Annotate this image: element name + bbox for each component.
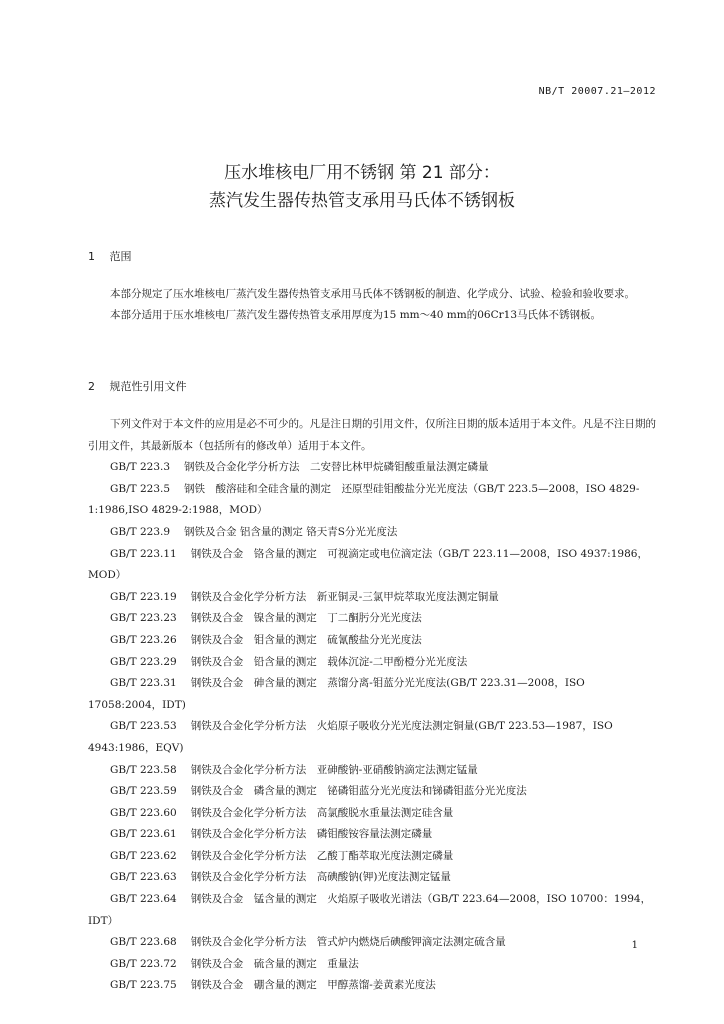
reference-code: GB/T 223.31: [110, 677, 177, 690]
reference-item: [88, 652, 660, 674]
reference-title: 钢铁及合金 锰含量的测定 火焰原子吸收光谱法（GB/T 223.64—2008，ISO 10700：1994，IDT）: [88, 893, 652, 927]
references-list: [88, 414, 660, 997]
reference-item: [88, 673, 660, 716]
reference-code: GB/T 223.5: [110, 482, 171, 495]
reference-item: [88, 889, 660, 932]
reference-title: 钢铁及合金 铅含量的测定 载体沉淀-二甲酚橙分光光度法: [190, 655, 468, 668]
paragraph: 下列文件对于本文件的应用是必不可少的。凡是注日期的引用文件，仅所注日期的版本适用于本文件。凡是不注日期的引用文件，其最新版本（包括所有的修改单）适用于本文件。: [88, 418, 656, 452]
section-1-heading: [88, 248, 132, 264]
section-title: 范围: [109, 250, 132, 263]
section-number: 1: [88, 250, 95, 263]
document-title-line1: 压水堆核电厂用不锈钢 第 21 部分：: [224, 163, 500, 183]
reference-code: GB/T 223.29: [110, 655, 177, 668]
section-title: 规范性引用文件: [109, 380, 187, 393]
reference-code: GB/T 223.60: [110, 806, 177, 819]
section-number: 2: [88, 380, 95, 393]
reference-title: 钢铁及合金化学分析方法 火焰原子吸收分光光度法测定铜量(GB/T 223.53—1987，ISO 4943:1986，EQV): [88, 720, 613, 754]
reference-item: [88, 630, 660, 652]
reference-code: GB/T 223.63: [110, 871, 177, 884]
reference-code: GB/T 223.9: [110, 525, 171, 538]
reference-title: 钢铁及合金化学分析方法 高碘酸钠(钾)光度法测定锰量: [190, 871, 451, 884]
reference-item: [88, 781, 660, 803]
page-number: 1: [631, 940, 638, 951]
reference-title: 钢铁及合金 硫含量的测定 重量法: [190, 957, 359, 970]
reference-code: GB/T 223.3: [110, 461, 171, 474]
reference-title: 钢铁及合金化学分析方法 亚砷酸钠-亚硝酸钠滴定法测定锰量: [190, 763, 478, 776]
reference-item: [88, 803, 660, 825]
reference-title: 钢铁及合金 铬含量的测定 可视滴定或电位滴定法（GB/T 223.11—2008，ISO 4937:1986，MOD）: [88, 547, 648, 582]
reference-title: 钢铁及合金 钼含量的测定 硫氰酸盐分光光度法: [190, 633, 422, 646]
reference-item: [88, 457, 660, 479]
paragraph: 本部分适用于压水堆核电厂蒸汽发生器传热管支承用厚度为15 mm～40 mm的06Cr13马氏体不锈钢板。: [110, 309, 601, 321]
reference-title: 钢铁及合金 磷含量的测定 铋磷钼蓝分光光度法和锑磷钼蓝分光光度法: [190, 785, 527, 798]
paragraph: 本部分规定了压水堆核电厂蒸汽发生器传热管支承用马氏体不锈钢板的制造、化学成分、试验、检验和验收要求。: [110, 288, 635, 300]
reference-item: [88, 975, 660, 997]
reference-code: GB/T 223.23: [110, 612, 177, 625]
reference-entries: [88, 457, 660, 997]
reference-title: 钢铁及合金化学分析方法 高氯酸脱水重量法测定硅含量: [190, 806, 454, 819]
reference-code: GB/T 223.53: [110, 720, 177, 733]
reference-item: [88, 587, 660, 609]
reference-item: [88, 760, 660, 782]
reference-code: GB/T 223.58: [110, 763, 177, 776]
reference-title: 钢铁及合金化学分析方法 磷钼酸铵容量法测定磷量: [190, 828, 433, 841]
reference-title: 钢铁及合金 砷含量的测定 蒸馏分离-钼蓝分光光度法(GB/T 223.31—2008，ISO 17058:2004，IDT): [88, 677, 585, 711]
reference-item: [88, 522, 660, 544]
reference-item: [88, 479, 660, 522]
reference-code: GB/T 223.75: [110, 979, 177, 992]
reference-title: 钢铁及合金化学分析方法 新亚铜灵-三氯甲烷萃取光度法测定铜量: [190, 590, 499, 603]
reference-title: 钢铁及合金 铝含量的测定 铬天青S分光光度法: [184, 525, 398, 538]
reference-item: [88, 824, 660, 846]
reference-item: [88, 932, 660, 954]
reference-item: [88, 544, 660, 587]
reference-code: GB/T 223.19: [110, 590, 177, 603]
reference-code: GB/T 223.62: [110, 849, 177, 862]
reference-item: [88, 608, 660, 630]
reference-code: GB/T 223.11: [110, 547, 177, 560]
standard-code: NB/T 20007.21—2012: [538, 86, 656, 97]
reference-item: [88, 846, 660, 868]
reference-code: GB/T 223.59: [110, 785, 177, 798]
reference-item: [88, 954, 660, 976]
reference-code: GB/T 223.68: [110, 936, 177, 949]
section-1-body: [88, 284, 660, 326]
reference-title: 钢铁 酸溶硅和全硅含量的测定 还原型硅钼酸盐分光光度法（GB/T 223.5—2008，ISO 4829-1:1986,ISO 4829-2:1988，MOD）: [88, 482, 640, 517]
reference-title: 钢铁及合金化学分析方法 二安替比林甲烷磷钼酸重量法测定磷量: [184, 461, 489, 474]
reference-code: GB/T 223.64: [110, 893, 177, 906]
reference-title: 钢铁及合金 镍含量的测定 丁二酮肟分光光度法: [190, 612, 422, 625]
reference-item: [88, 867, 660, 889]
section-2-heading: [88, 378, 187, 394]
reference-code: GB/T 223.61: [110, 828, 177, 841]
reference-item: [88, 716, 660, 759]
reference-code: GB/T 223.26: [110, 633, 177, 646]
reference-title: 钢铁及合金 硼含量的测定 甲醇蒸馏-姜黄素光度法: [190, 979, 436, 992]
reference-code: GB/T 223.72: [110, 957, 177, 970]
reference-title: 钢铁及合金化学分析方法 乙酸丁酯萃取光度法测定磷量: [190, 849, 454, 862]
document-title-line2: 蒸汽发生器传热管支承用马氏体不锈钢板: [209, 191, 515, 211]
reference-title: 钢铁及合金化学分析方法 管式炉内燃烧后碘酸钾滴定法测定硫含量: [190, 936, 506, 949]
